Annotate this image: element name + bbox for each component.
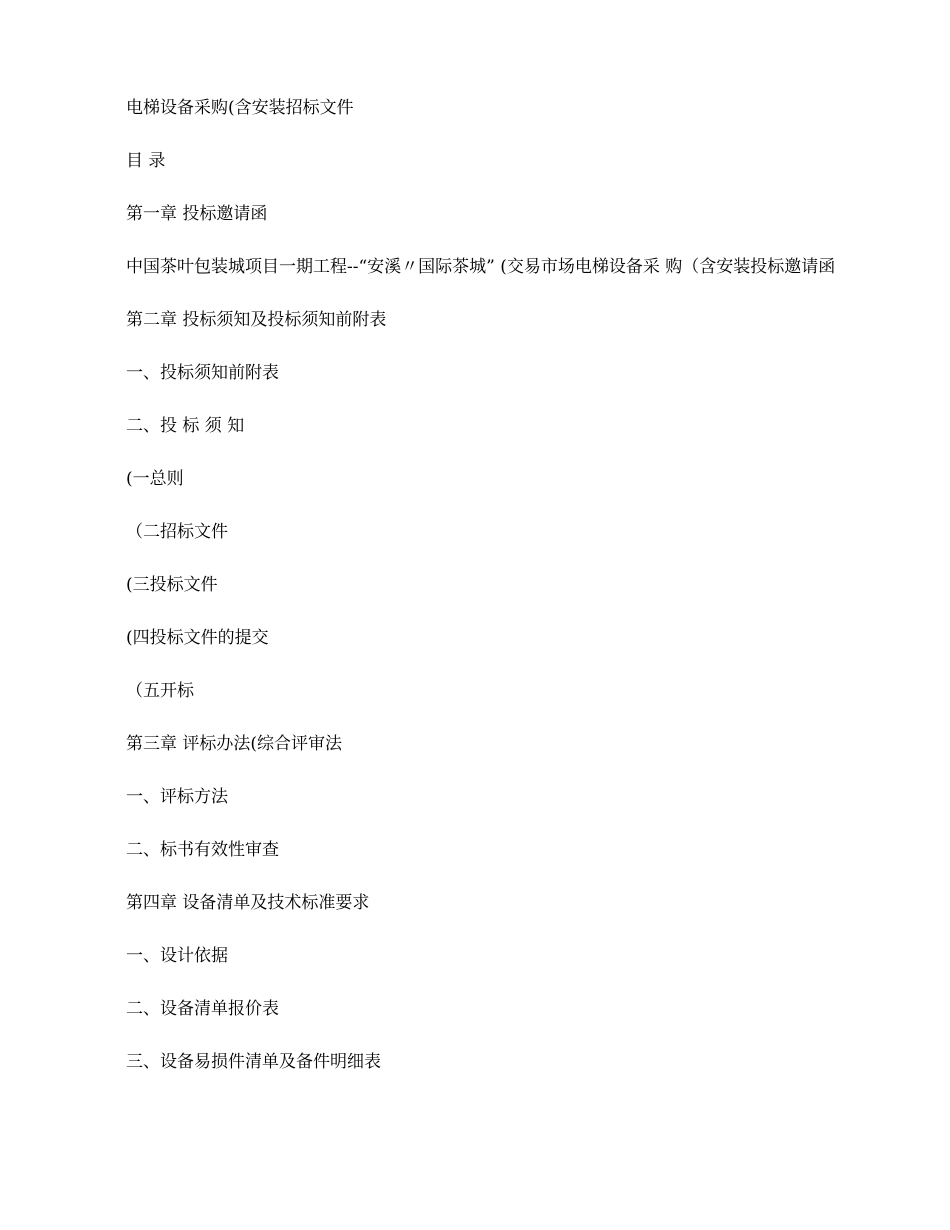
chapter-1-item: 中国茶叶包装城项目一期工程--“安溪〃国际茶城” (交易市场电梯设备采 购（含安装投标邀请函 bbox=[126, 257, 836, 277]
toc-item: 一、投标须知前附表 bbox=[126, 363, 279, 383]
toc-subitem: （二招标文件 bbox=[126, 522, 228, 542]
toc-item: 一、评标方法 bbox=[126, 787, 228, 807]
toc-subitem: (四投标文件的提交 bbox=[126, 628, 269, 648]
toc-subitem: (三投标文件 bbox=[126, 575, 218, 595]
toc-heading: 目 录 bbox=[126, 151, 166, 171]
document-title: 电梯设备采购(含安装招标文件 bbox=[126, 98, 354, 118]
toc-item: 二、投 标 须 知 bbox=[126, 416, 245, 436]
chapter-2-heading: 第二章 投标须知及投标须知前附表 bbox=[126, 310, 387, 330]
toc-subitem: (一总则 bbox=[126, 469, 184, 489]
chapter-1-heading: 第一章 投标邀请函 bbox=[126, 204, 268, 224]
toc-subitem: （五开标 bbox=[126, 681, 194, 701]
chapter-4-heading: 第四章 设备清单及技术标准要求 bbox=[126, 893, 370, 913]
toc-item: 二、设备清单报价表 bbox=[126, 999, 279, 1019]
toc-item: 一、设计依据 bbox=[126, 946, 228, 966]
toc-item: 三、设备易损件清单及备件明细表 bbox=[126, 1052, 381, 1072]
document-body bbox=[88, 96, 863, 1074]
toc-item: 二、标书有效性审查 bbox=[126, 840, 279, 860]
chapter-3-heading: 第三章 评标办法(综合评审法 bbox=[126, 734, 343, 754]
